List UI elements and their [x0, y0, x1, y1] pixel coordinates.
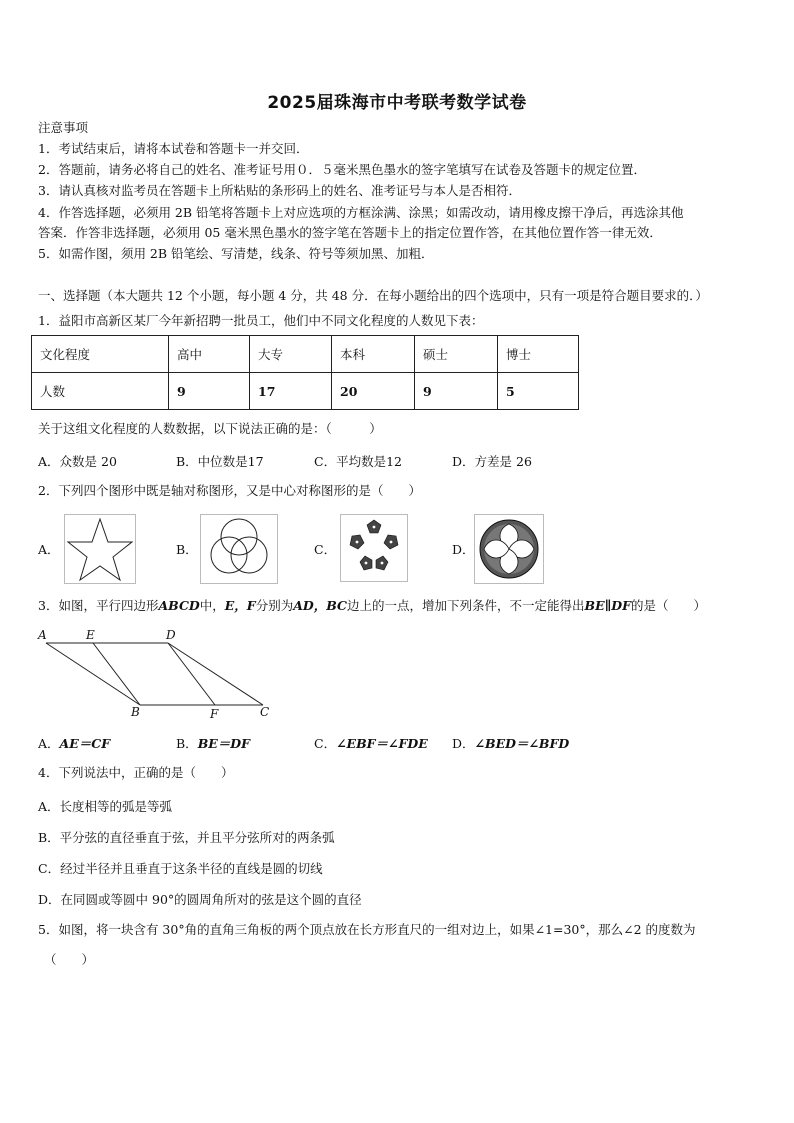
q3-ad-bc: AD，BC — [293, 598, 347, 613]
point-label-f: F — [210, 707, 219, 721]
q4-option-b: B．平分弦的直径垂直于弦，并且平分弦所对的两条弧 — [38, 830, 335, 845]
q1-option-b: B．中位数是17 — [176, 454, 264, 469]
q4-option-d: D．在同圆或等圆中 90°的圆周角所对的弦是这个圆的直径 — [38, 892, 362, 907]
three-circles-icon — [201, 515, 277, 583]
four-petal-figure — [474, 514, 544, 584]
point-label-a: A — [38, 628, 47, 642]
table-cell: 9 — [169, 373, 250, 410]
q2-stem: 2．下列四个图形中既是轴对称图形，又是中心对称图形的是（ ） — [38, 483, 421, 498]
notice-item: 5．如需作图，须用 2B 铅笔绘、写清楚，线条、符号等须加黑、加粗． — [38, 246, 434, 261]
table-row — [32, 336, 579, 373]
table-cell: 人数 — [32, 373, 169, 410]
option-letter: A． — [38, 736, 60, 751]
q4-stem: 4．下列说法中，正确的是（ ） — [38, 765, 234, 780]
notice-item: 3．请认真核对监考员在答题卡上所粘贴的条形码上的姓名、准考证号与本人是否相符． — [38, 183, 521, 198]
q3-ef: E，F — [224, 598, 256, 613]
point-label-b: B — [131, 705, 140, 719]
table-row — [32, 373, 579, 410]
table-cell: 高中 — [169, 336, 250, 373]
table-cell: 20 — [332, 373, 415, 410]
q1-option-c: C．平均数是12 — [314, 454, 402, 469]
table-cell: 本科 — [332, 336, 415, 373]
notice-item: 2．答题前，请务必将自己的姓名、准考证号用０．５毫米黑色墨水的签字笔填写在试卷及答题卡的规定位置． — [38, 162, 646, 177]
option-letter: B． — [176, 736, 198, 751]
notice-item: 4．作答选择题，必须用 2B 铅笔将答题卡上对应选项的方框涂满、涂黑；如需改动，请用橡皮擦干净后，再选涂其他 — [38, 205, 684, 220]
q2-label-c: C． — [314, 542, 337, 557]
table-cell: 5 — [498, 373, 579, 410]
point-label-e: E — [86, 628, 95, 642]
table-cell: 9 — [415, 373, 498, 410]
pentagon-ring-icon — [341, 515, 407, 581]
table-cell: 硕士 — [415, 336, 498, 373]
q3-stem-part: 中， — [199, 598, 225, 613]
table-cell: 博士 — [498, 336, 579, 373]
option-letter: D． — [452, 736, 475, 751]
q3-abcd: ABCD — [158, 598, 200, 613]
q3-stem-part: 边上的一点，增加下列条件，不一定能得出 — [347, 598, 585, 613]
q3-stem — [38, 598, 706, 614]
section-heading: 一、选择题（本大题共 12 个小题，每小题 4 分，共 48 分．在每小题给出的四个选项中，只有一项是符合题目要求的．） — [38, 288, 708, 303]
q3-option-b — [176, 734, 250, 752]
q1-question: 关于这组文化程度的人数数据，以下说法正确的是：（ ） — [38, 421, 382, 436]
three-circles-figure — [200, 514, 278, 584]
star-icon — [65, 515, 135, 583]
q2-label-a: A． — [38, 542, 60, 557]
notice-item: 答案．作答非选择题，必须用 05 毫米黑色墨水的签字笔在答题卡上的指定位置作答，在其他位置作答一律无效． — [38, 225, 662, 240]
q1-option-a: A．众数是 20 — [38, 454, 117, 469]
q2-label-d: D． — [452, 542, 475, 557]
point-label-d: D — [166, 628, 176, 642]
option-text: AE＝CF — [59, 736, 111, 751]
notice-heading: 注意事项 — [38, 120, 89, 135]
q2-label-b: B． — [176, 542, 198, 557]
page-title: 2025届珠海市中考联考数学试卷 — [267, 93, 527, 113]
table-cell: 大专 — [250, 336, 332, 373]
q4-option-c: C．经过半径并且垂直于这条半径的直线是圆的切线 — [38, 861, 323, 876]
pentagons-figure — [340, 514, 408, 582]
point-label-c: C — [260, 705, 270, 719]
four-petal-circle-icon — [475, 515, 543, 583]
option-text: ∠BED＝∠BFD — [474, 736, 570, 751]
star-figure — [64, 514, 136, 584]
q3-stem-part: 分别为 — [255, 598, 294, 613]
q4-option-a: A．长度相等的弧是等弧 — [38, 799, 173, 814]
q1-stem: 1．益阳市高新区某厂今年新招聘一批员工，他们中不同文化程度的人数见下表： — [38, 313, 484, 328]
q3-option-c — [314, 734, 428, 752]
option-text: BE＝DF — [197, 736, 250, 751]
education-table — [31, 335, 579, 410]
q3-stem-part: 的是（ ） — [630, 598, 706, 613]
q3-option-d — [452, 734, 569, 752]
parallelogram-diagram — [38, 628, 278, 722]
table-cell: 文化程度 — [32, 336, 169, 373]
option-text: ∠EBF＝∠FDE — [336, 736, 428, 751]
q5-answer-paren: （ ） — [44, 952, 95, 967]
q5-stem: 5．如图，将一块含有 30°角的直角三角板的两个顶点放在长方形直尺的一组对边上，如果∠1=30°，那么∠2 的度数为 — [38, 922, 696, 937]
q1-option-d: D．方差是 26 — [452, 454, 532, 469]
table-cell: 17 — [250, 373, 332, 410]
q3-be-df: BE∥DF — [584, 598, 631, 613]
q3-option-a — [38, 734, 110, 752]
option-letter: C． — [314, 736, 337, 751]
q3-stem-part: 3．如图，平行四边形 — [38, 598, 159, 613]
notice-item: 1．考试结束后，请将本试卷和答题卡一并交回． — [38, 141, 309, 156]
